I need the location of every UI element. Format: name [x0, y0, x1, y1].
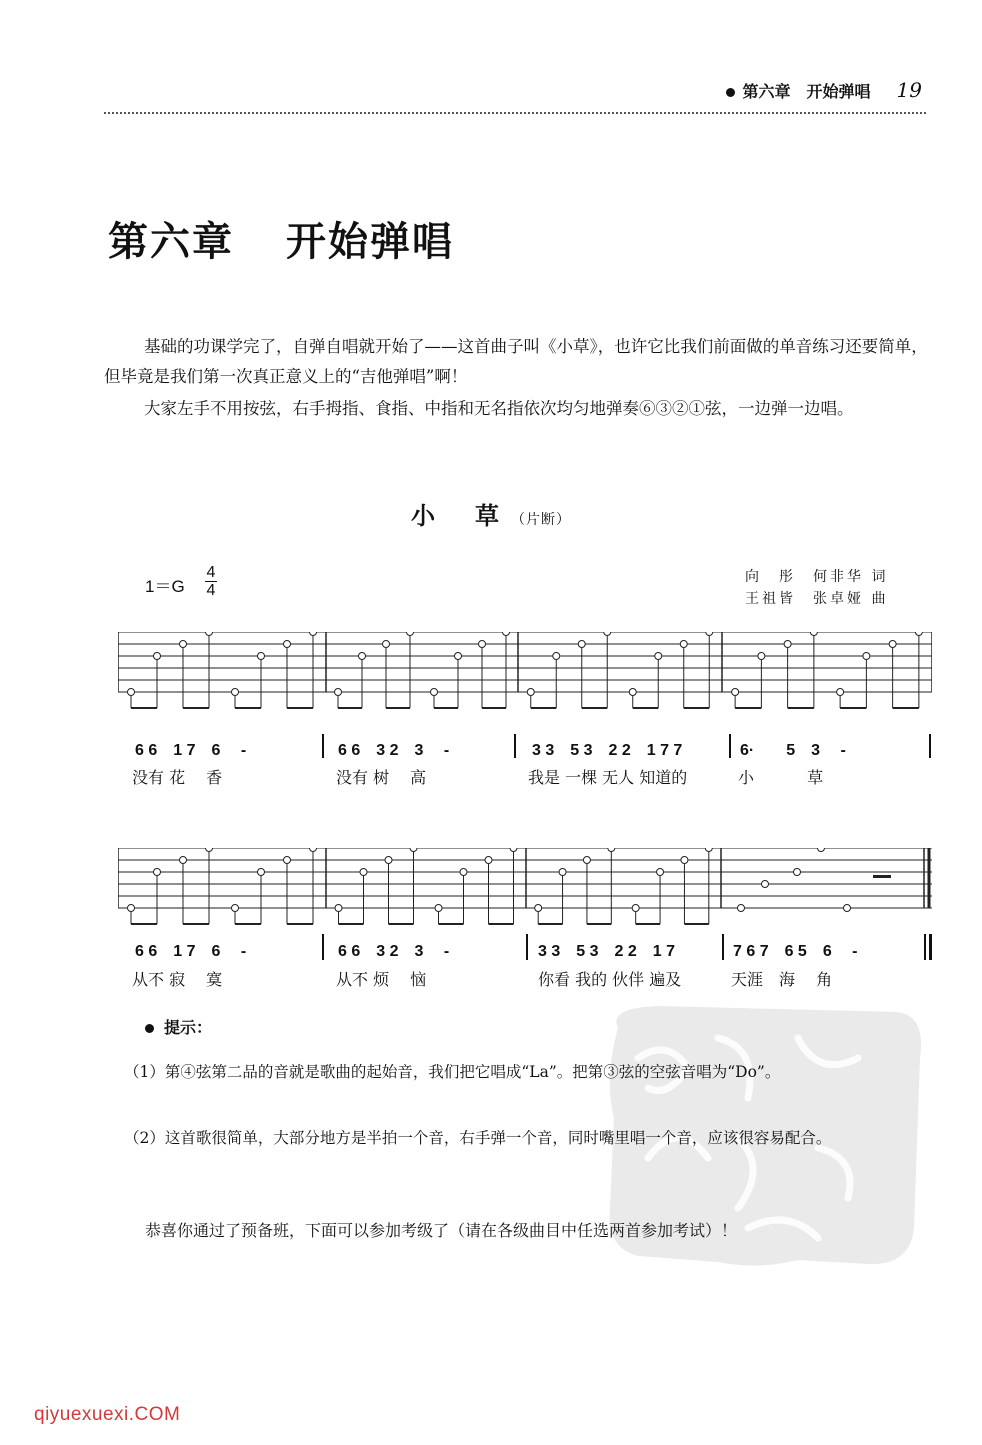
barline [322, 934, 324, 960]
tab-note [206, 632, 213, 636]
tab-note [738, 905, 745, 912]
tab-note [431, 689, 438, 696]
tab-note [810, 632, 817, 636]
tab-note [527, 689, 534, 696]
tab-note [206, 848, 213, 852]
tab-note [784, 641, 791, 648]
intro-paragraph-2: 大家左手不用按弦，右手拇指、食指、中指和无名指依次均匀地弹奏⑥③②①弦，一边弹一边唱。 [144, 399, 854, 418]
lyrics-2-4: 天涯 海 角 [731, 970, 833, 989]
lyrics-1-4: 小 草 [738, 768, 824, 787]
barline [526, 934, 528, 960]
tab-note [154, 653, 161, 660]
barline [929, 734, 931, 758]
tip-item-1: （1）第④弦第二品的音就是歌曲的起始音，我们把它唱成“La”。把第③弦的空弦音唱为“Do”。 [124, 1063, 781, 1081]
tab-note [604, 632, 611, 636]
tab-note [889, 641, 896, 648]
final-barline [929, 934, 932, 960]
lyrics-2-1: 从不 寂 寞 [132, 970, 223, 989]
chapter-title: 开始弹唱 [286, 219, 454, 265]
tab-note [154, 869, 161, 876]
tab-note [657, 869, 664, 876]
tab-note [232, 905, 239, 912]
intro-paragraph-1: 基础的功课学完了，自弹自唱就开始了——这首曲子叫《小草》，也许它比我们前面做的单音练习还要简单，但毕竟是我们第一次真正意义上的“吉他弹唱”啊！ [104, 337, 928, 386]
tip-item-2: （2）这首歌很简单，大部分地方是半拍一个音，右手弹一个音，同时嘴里唱一个音，应该很容易配合。 [124, 1129, 832, 1147]
tab-note [706, 632, 713, 636]
notation-2-4: 7 6 7 6 5 6 - [733, 943, 858, 960]
running-header [726, 78, 922, 102]
composer-credit: 王祖皆 张卓娅 曲 [745, 591, 889, 607]
tab-note [794, 869, 801, 876]
bullet-icon [145, 1024, 154, 1033]
tab-note [758, 653, 765, 660]
tab-note [180, 857, 187, 864]
tab-note [629, 689, 636, 696]
lyrics-2-3: 你看 我的 伙伴 遍及 [538, 970, 682, 989]
tab-note [180, 641, 187, 648]
tab-note [503, 632, 510, 636]
tab-note [844, 905, 851, 912]
lyrics-2-2: 从不 烦 恼 [336, 970, 427, 989]
notation-2-1: 6 6 1 7 6 - [135, 943, 247, 960]
tab-note [284, 857, 291, 864]
tab-note [435, 905, 442, 912]
chapter-number: 第六章 [108, 219, 234, 265]
song-title: 小 草 [411, 502, 507, 530]
tab-note [460, 869, 467, 876]
tab-note [232, 689, 239, 696]
song-subtitle: （片断） [511, 512, 571, 528]
tab-note [335, 689, 342, 696]
tab-note [385, 857, 392, 864]
lyricist-credit: 向 彤 何非华 词 [745, 569, 889, 585]
tab-note [559, 869, 566, 876]
tab-note [705, 848, 712, 852]
tab-note [455, 653, 462, 660]
notation-1-1: 6 6 1 7 6 - [135, 742, 247, 759]
page-number: 19 [896, 78, 922, 102]
barline [722, 934, 724, 960]
notation-1-3: 3 3 5 3 2 2 1 7 7 [532, 742, 683, 759]
barline [729, 734, 731, 758]
tab-note [258, 869, 265, 876]
tab-note [485, 857, 492, 864]
tab-note [510, 848, 517, 852]
tab-note [837, 689, 844, 696]
tab-note [608, 848, 615, 852]
notation-1-2: 6 6 3 2 3 - [338, 742, 450, 759]
bullet-icon [726, 88, 735, 97]
barline [322, 734, 324, 758]
tab-note [310, 848, 317, 852]
tab-note [359, 653, 366, 660]
tab-staff-2 [118, 848, 932, 938]
tab-note [407, 632, 414, 636]
tab-note [583, 857, 590, 864]
time-top: 4 [206, 564, 216, 581]
tab-note [383, 641, 390, 648]
closing-text: 恭喜你通过了预备班，下面可以参加考级了（请在各级曲目中任选两首参加考试）！ [145, 1221, 738, 1240]
tab-note [258, 653, 265, 660]
tab-note [732, 689, 739, 696]
tab-note [410, 848, 417, 852]
tab-note [578, 641, 585, 648]
tips-heading [145, 1015, 212, 1038]
tab-note [335, 905, 342, 912]
tab-note [535, 905, 542, 912]
tips-heading-text: 提示： [164, 1018, 213, 1037]
header-rule [104, 112, 926, 114]
tab-note [128, 905, 135, 912]
tab-note [128, 689, 135, 696]
tab-note [310, 632, 317, 636]
tab-note [284, 641, 291, 648]
song-title-block [0, 496, 982, 531]
chapter-heading [108, 210, 454, 267]
lyrics-1-2: 没有 树 高 [336, 768, 427, 787]
header-section: 第六章 开始弹唱 [742, 82, 871, 101]
barline [514, 734, 516, 758]
tab-note [762, 881, 769, 888]
notation-2-3: 3 3 5 3 2 2 1 7 [538, 943, 675, 960]
tab-note [681, 857, 688, 864]
tab-note [479, 641, 486, 648]
tab-note [360, 869, 367, 876]
tab-note [863, 653, 870, 660]
time-signature [205, 564, 217, 599]
watermark: qiyuexuexi.COM [34, 1404, 181, 1425]
time-bottom: 4 [206, 582, 216, 599]
lyrics-1-3: 我是 一棵 无人 知道的 [528, 768, 688, 787]
key-signature: 1＝G [145, 577, 185, 596]
notation-1-4: 6· 5 3 - [740, 742, 846, 759]
tab-note [632, 905, 639, 912]
final-barline [924, 934, 926, 960]
lyrics-1-1: 没有 花 香 [132, 768, 223, 787]
tab-note [915, 632, 922, 636]
tab-note [655, 653, 662, 660]
notation-2-2: 6 6 3 2 3 - [338, 943, 450, 960]
tab-note [680, 641, 687, 648]
tab-note [818, 848, 825, 852]
tab-note [553, 653, 560, 660]
tab-staff-1 [118, 632, 932, 722]
